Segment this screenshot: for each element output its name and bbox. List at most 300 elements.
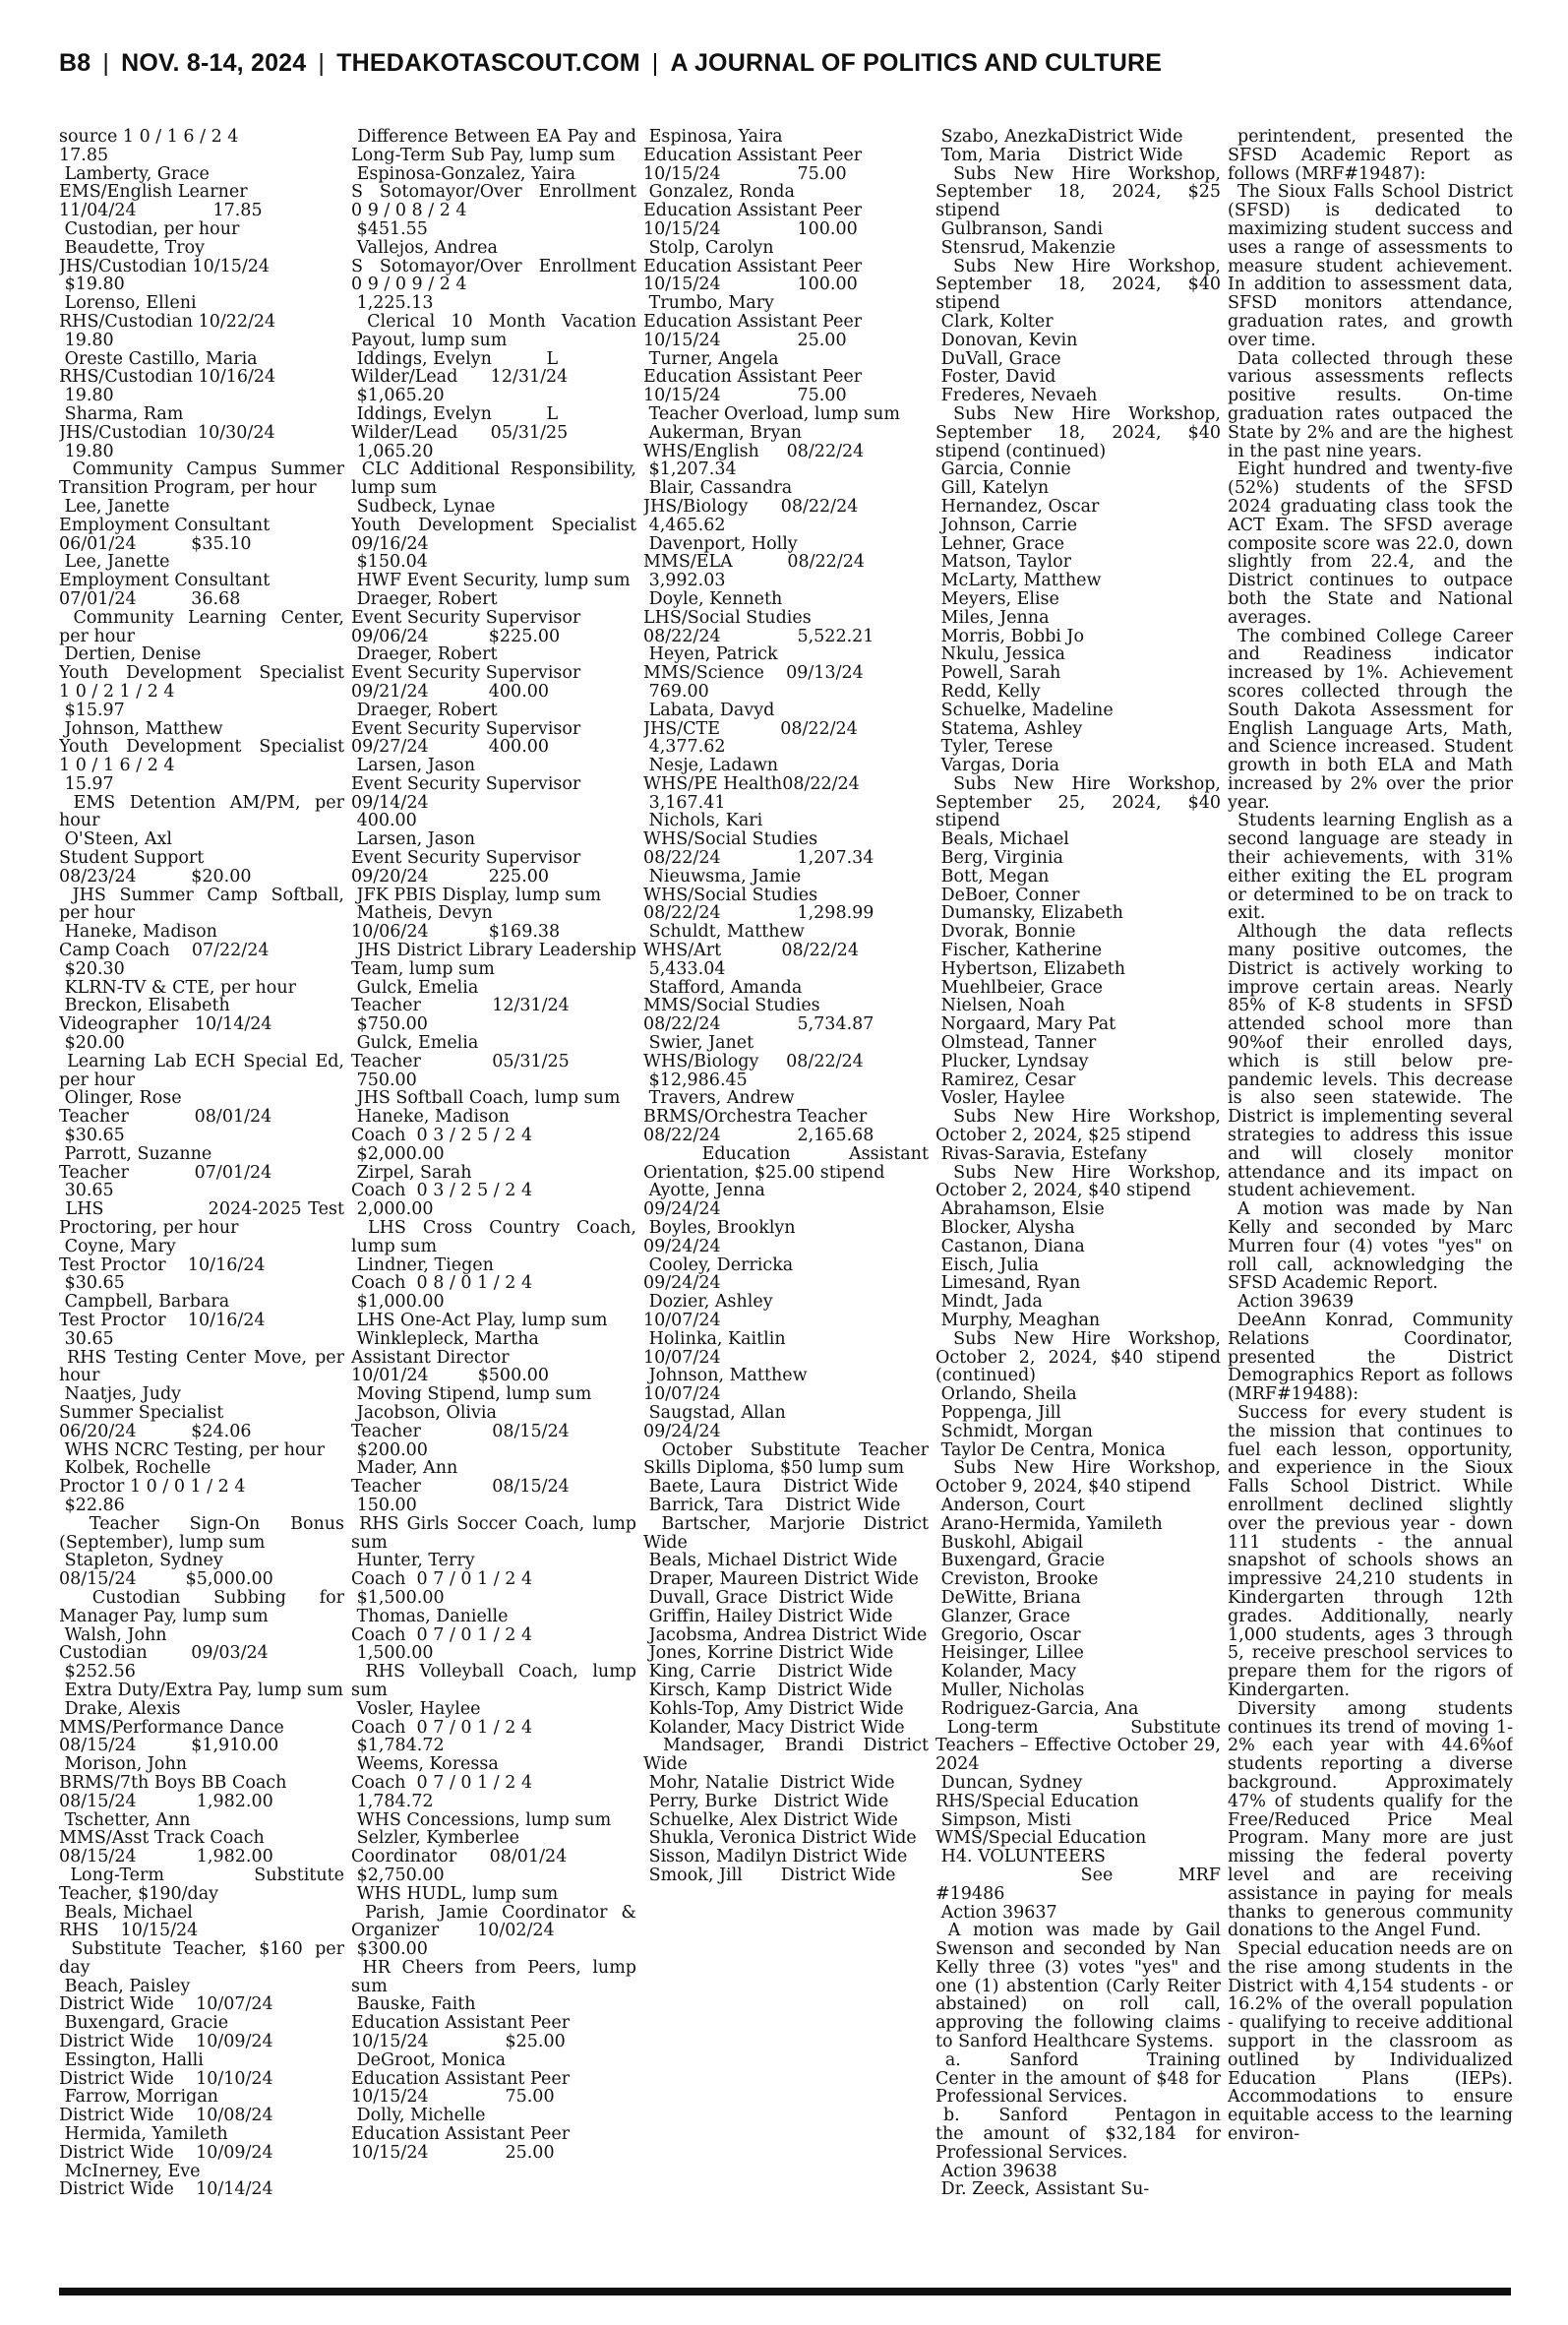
text-paragraph: Schuelke, Alex District Wide bbox=[643, 1809, 898, 1830]
text-paragraph: JHS/CTE 08/22/24 bbox=[643, 718, 858, 739]
text-paragraph: $750.00 bbox=[351, 1014, 428, 1035]
text-paragraph: $20.30 bbox=[59, 958, 125, 979]
text-paragraph: BRMS/7th Boys BB Coach bbox=[59, 1772, 287, 1793]
text-paragraph: Beals, Michael bbox=[59, 1902, 193, 1923]
text-paragraph: 08/15/24 1,982.00 bbox=[59, 1791, 273, 1811]
text-paragraph: $200.00 bbox=[351, 1439, 428, 1460]
text-paragraph: JHS/Biology 08/22/24 bbox=[643, 496, 859, 517]
text-paragraph: 06/01/24 $35.10 bbox=[59, 533, 252, 554]
text-paragraph: Iddings, Evelyn L bbox=[351, 403, 559, 424]
text-paragraph: 19.80 bbox=[59, 330, 114, 350]
text-paragraph: Teacher Sign-On Bonus (September), lump sum bbox=[59, 1513, 344, 1553]
text-paragraph: Haneke, Madison bbox=[59, 922, 217, 943]
text-paragraph: $15.97 bbox=[59, 700, 125, 720]
text-paragraph: 10/07/24 bbox=[643, 1384, 721, 1405]
text-paragraph: $1,065.20 bbox=[351, 386, 445, 406]
text-paragraph: 19.80 bbox=[59, 386, 114, 406]
text-paragraph: Zirpel, Sarah bbox=[351, 1162, 472, 1183]
text-paragraph: Schuelke, Madeline bbox=[935, 700, 1114, 720]
text-paragraph: $300.00 bbox=[351, 1939, 428, 1960]
text-paragraph: Espinosa, Yaira bbox=[643, 128, 783, 147]
text-paragraph: 15.97 bbox=[59, 773, 114, 794]
text-paragraph: Muller, Nicholas bbox=[935, 1680, 1085, 1700]
text-paragraph: Wilder/Lead 12/31/24 bbox=[351, 367, 569, 388]
text-paragraph: Draeger, Robert bbox=[351, 588, 498, 609]
text-paragraph: Teacher 08/15/24 bbox=[351, 1477, 570, 1498]
text-paragraph: Plucker, Lyndsay bbox=[935, 1051, 1089, 1071]
text-paragraph: Kirsch, Kamp District Wide bbox=[643, 1680, 893, 1700]
text-paragraph: Draeger, Robert bbox=[351, 644, 498, 665]
text-paragraph: 4,465.62 bbox=[643, 515, 726, 535]
text-paragraph: $1,000.00 bbox=[351, 1292, 445, 1313]
text-paragraph: $1,207.34 bbox=[643, 459, 737, 480]
column-5 bbox=[1228, 128, 1513, 2281]
text-paragraph: Simpson, Misti bbox=[935, 1809, 1071, 1830]
text-paragraph: Castanon, Diana bbox=[935, 1236, 1085, 1256]
text-paragraph: DeeAnn Konrad, Community Relations Coordinator, presented the District Demographics Report as follows (MRF#19488): bbox=[1228, 1311, 1513, 1405]
text-paragraph: Breckon, Elisabeth bbox=[59, 996, 230, 1016]
text-paragraph: 150.00 bbox=[351, 1495, 417, 1515]
text-paragraph: 11/04/24 17.85 bbox=[59, 201, 263, 221]
text-paragraph: RHS Girls Soccer Coach, lump sum bbox=[351, 1513, 636, 1553]
text-paragraph: RHS/Custodian 10/22/24 bbox=[59, 311, 276, 332]
text-paragraph: 30.65 bbox=[59, 1328, 114, 1349]
text-paragraph: DeGroot, Monica bbox=[351, 2050, 507, 2070]
text-paragraph: Nesje, Ladawn bbox=[643, 756, 779, 776]
text-paragraph: $2,750.00 bbox=[351, 1865, 445, 1885]
text-paragraph: Morison, John bbox=[59, 1754, 188, 1775]
text-paragraph: Event Security Supervisor bbox=[351, 848, 581, 869]
text-paragraph: Videographer 10/14/24 bbox=[59, 1014, 272, 1035]
text-paragraph: Dertien, Denise bbox=[59, 644, 202, 665]
text-paragraph: King, Carrie District Wide bbox=[643, 1662, 893, 1683]
text-paragraph: Education Assistant Peer bbox=[643, 311, 863, 332]
text-paragraph: Subs New Hire Workshop, September 25, 2024, $40 stipend bbox=[935, 773, 1221, 831]
text-paragraph: Poppenga, Jill bbox=[935, 1402, 1061, 1423]
text-paragraph: Hunter, Terry bbox=[351, 1551, 475, 1571]
text-paragraph: Subs New Hire Workshop, September 18, 2024, $40 stipend (continued) bbox=[935, 403, 1221, 461]
text-paragraph: Foster, David bbox=[935, 367, 1056, 388]
text-paragraph: Long-Term Substitute Teacher, $190/day bbox=[59, 1865, 344, 1904]
text-paragraph: Beals, Michael District Wide bbox=[643, 1551, 898, 1571]
text-paragraph: Lee, Janette bbox=[59, 496, 170, 517]
text-paragraph: JHS Softball Coach, lump sum bbox=[351, 1088, 621, 1109]
text-paragraph: Education Assistant Peer bbox=[643, 367, 863, 388]
text-paragraph: Education Assistant Peer bbox=[351, 2013, 571, 2034]
text-paragraph: 750.00 bbox=[351, 1070, 417, 1090]
text-paragraph: Test Proctor 10/16/24 bbox=[59, 1254, 266, 1275]
text-paragraph: 09/06/24 $225.00 bbox=[351, 626, 561, 646]
text-paragraph: Youth Development Specialist 1 0 / 1 6 / 2 4 bbox=[59, 737, 344, 776]
text-paragraph: WMS/Special Education bbox=[935, 1828, 1147, 1849]
text-paragraph: Difference Between EA Pay and Long-Term Sub Pay, lump sum bbox=[351, 128, 636, 165]
text-paragraph: 5,433.04 bbox=[643, 958, 726, 979]
text-paragraph: Walsh, John bbox=[59, 1624, 167, 1645]
text-paragraph: MMS/Asst Track Coach bbox=[59, 1828, 265, 1849]
text-paragraph: EMS Detention AM/PM, per hour bbox=[59, 792, 344, 831]
text-paragraph: JHS/Custodian 10/15/24 bbox=[59, 256, 271, 276]
text-paragraph: 09/24/24 bbox=[643, 1421, 721, 1441]
text-paragraph: Teacher 12/31/24 bbox=[351, 996, 570, 1016]
text-paragraph: 09/24/24 bbox=[643, 1273, 721, 1294]
text-paragraph: Assistant Director bbox=[351, 1347, 510, 1368]
text-paragraph: 08/22/24 1,298.99 bbox=[643, 903, 874, 924]
text-paragraph: Buskohl, Abigail bbox=[935, 1532, 1084, 1553]
text-paragraph: Action 39639 bbox=[1237, 1292, 1355, 1313]
text-paragraph: WHS/PE Health08/22/24 bbox=[643, 773, 860, 794]
text-paragraph: Lehner, Grace bbox=[935, 533, 1064, 554]
text-paragraph: A motion was made by Gail Swenson and seconded by Nan Kelly three (3) votes "yes" and one (1) abstention (Carly Reiter abstained) on roll call, approving the following claims to Sanford Healthcare Systems. bbox=[935, 1921, 1221, 2052]
text-paragraph: Hermida, Yamileth bbox=[59, 2124, 228, 2145]
text-paragraph: Coach 0 7 / 0 1 / 2 4 bbox=[351, 1569, 533, 1590]
text-paragraph: JHS District Library Leadership Team, lump sum bbox=[351, 941, 636, 979]
text-paragraph: Norgaard, Mary Pat bbox=[935, 1014, 1116, 1035]
text-paragraph: McInerney, Eve bbox=[59, 2161, 201, 2181]
text-paragraph: See MRF #19486 bbox=[935, 1865, 1221, 1904]
text-paragraph: Espinosa-Gonzalez, Yaira bbox=[351, 163, 576, 184]
text-paragraph: Coach 0 8 / 0 1 / 2 4 bbox=[351, 1273, 533, 1294]
text-paragraph: Sharma, Ram bbox=[59, 403, 184, 424]
text-paragraph: 10/01/24 $500.00 bbox=[351, 1366, 550, 1386]
text-paragraph: 09/24/24 bbox=[643, 1236, 721, 1256]
text-paragraph: Employment Consultant bbox=[59, 571, 271, 591]
text-paragraph: Coach 0 7 / 0 1 / 2 4 bbox=[351, 1717, 533, 1738]
text-paragraph: 10/07/24 bbox=[643, 1347, 721, 1368]
text-paragraph: Farrow, Morrigan bbox=[59, 2087, 218, 2108]
text-paragraph: Coach 0 7 / 0 1 / 2 4 bbox=[351, 1624, 533, 1645]
bottom-rule bbox=[59, 2288, 1511, 2295]
text-paragraph: Action 39638 bbox=[935, 2161, 1057, 2181]
text-paragraph: Duncan, Sydney bbox=[935, 1772, 1083, 1793]
text-paragraph: 400.00 bbox=[351, 811, 417, 831]
text-paragraph: Turner, Angela bbox=[643, 348, 779, 369]
text-paragraph: Vosler, Haylee bbox=[351, 1698, 481, 1719]
text-paragraph: Although the data reflects many positive outcomes, the District is actively working to improve certain areas. Nearly 85% of K-8 students in SFSD attended school more than 90%of their enrolled days, which is still below pre-pandemic levels. This decrease is also seen statewide. The District is implementing several strategies to address this issue and will closely monitor attendance and its impact on student achievement. bbox=[1228, 922, 1513, 1201]
text-paragraph: Weems, Koressa bbox=[351, 1754, 499, 1775]
text-paragraph: 09/24/24 bbox=[643, 1199, 721, 1220]
text-paragraph: Clerical 10 Month Vacation Payout, lump sum bbox=[351, 311, 636, 350]
column-4 bbox=[935, 128, 1221, 2281]
text-paragraph: Coordinator 08/01/24 bbox=[351, 1847, 568, 1867]
text-paragraph: WHS/Social Studies bbox=[643, 885, 818, 905]
text-paragraph: Schmidt, Morgan bbox=[935, 1421, 1093, 1441]
text-paragraph: $12,986.45 bbox=[643, 1070, 748, 1090]
text-paragraph: Education Assistant Peer bbox=[351, 2124, 571, 2145]
text-paragraph: WHS Concessions, lump sum bbox=[351, 1809, 612, 1830]
text-paragraph: CLC Additional Responsibility, lump sum bbox=[351, 459, 636, 499]
text-paragraph: Baete, Laura District Wide bbox=[643, 1477, 898, 1498]
text-paragraph: Moving Stipend, lump sum bbox=[351, 1384, 592, 1405]
text-paragraph: DuVall, Grace bbox=[935, 348, 1061, 369]
text-paragraph: Gill, Katelyn bbox=[935, 478, 1050, 499]
text-paragraph: Aukerman, Bryan bbox=[643, 422, 803, 443]
text-paragraph: $19.80 bbox=[59, 275, 125, 295]
text-paragraph: 10/15/24 100.00 bbox=[643, 218, 858, 239]
text-paragraph: District Wide 10/08/24 bbox=[59, 2106, 273, 2126]
text-paragraph: Custodian 09/03/24 bbox=[59, 1643, 269, 1664]
text-paragraph: District Wide 10/10/24 bbox=[59, 2068, 273, 2089]
text-paragraph: Ayotte, Jenna bbox=[643, 1181, 765, 1201]
text-paragraph: Teacher 08/01/24 bbox=[59, 1107, 272, 1128]
text-paragraph: 08/15/24 1,982.00 bbox=[59, 1847, 273, 1867]
text-paragraph: source 1 0 / 1 6 / 2 4 bbox=[59, 128, 239, 147]
text-paragraph: LHS One-Act Play, lump sum bbox=[351, 1311, 608, 1330]
text-paragraph: The combined College Career and Readiness indicator increased by 1%. Achievement scores collected through the South Dakota Assessment for English Language Arts, Math, and Science increased. Student growth in both ELA and Math increased by 2% over the prior year. bbox=[1228, 626, 1513, 813]
text-paragraph: Vargas, Doria bbox=[935, 756, 1060, 776]
text-paragraph: Swier, Janet bbox=[643, 1033, 754, 1054]
text-paragraph: KLRN-TV & CTE, per hour bbox=[59, 977, 296, 998]
text-paragraph: Garcia, Connie bbox=[935, 459, 1071, 480]
text-paragraph: Abrahamson, Elsie bbox=[935, 1199, 1105, 1220]
text-paragraph: LHS Cross Country Coach, lump sum bbox=[351, 1218, 636, 1256]
text-paragraph: Stensrud, Makenzie bbox=[935, 237, 1116, 258]
text-paragraph: HWF Event Security, lump sum bbox=[351, 571, 631, 591]
text-paragraph: Sisson, Madilyn District Wide bbox=[643, 1847, 908, 1867]
text-paragraph: Larsen, Jason bbox=[351, 756, 475, 776]
text-paragraph: 09/20/24 225.00 bbox=[351, 866, 550, 887]
text-paragraph: Shukla, Veronica District Wide bbox=[643, 1828, 917, 1849]
text-paragraph: RHS 10/15/24 bbox=[59, 1921, 199, 1941]
text-paragraph: Extra Duty/Extra Pay, lump sum bbox=[59, 1680, 343, 1700]
column-3 bbox=[643, 128, 929, 2281]
text-paragraph: Nieuwsma, Jamie bbox=[643, 866, 802, 887]
text-paragraph: 30.65 bbox=[59, 1181, 114, 1201]
text-paragraph: Mohr, Natalie District Wide bbox=[643, 1772, 895, 1793]
text-paragraph: Teacher 08/15/24 bbox=[351, 1421, 570, 1441]
text-paragraph: 08/22/24 5,734.87 bbox=[643, 1014, 874, 1035]
text-paragraph: Taylor De Centra, Monica bbox=[935, 1439, 1166, 1460]
text-paragraph: Bott, Megan bbox=[935, 866, 1050, 887]
text-paragraph: JHS Summer Camp Softball, per hour bbox=[59, 885, 344, 924]
text-paragraph: Custodian Subbing for Manager Pay, lump sum bbox=[59, 1587, 344, 1626]
text-paragraph: Heyen, Patrick bbox=[643, 644, 778, 665]
text-paragraph: Berg, Virginia bbox=[935, 848, 1063, 869]
text-paragraph: Sudbeck, Lynae bbox=[351, 496, 496, 517]
text-paragraph: Community Campus Summer Transition Program, per hour bbox=[59, 459, 344, 499]
text-paragraph: Naatjes, Judy bbox=[59, 1384, 182, 1405]
text-paragraph: JHS/Custodian 10/30/24 bbox=[59, 422, 275, 443]
text-paragraph: Draeger, Robert bbox=[351, 700, 498, 720]
text-paragraph: Coach 0 7 / 0 1 / 2 4 bbox=[351, 1772, 533, 1793]
text-paragraph: WHS HUDL, lump sum bbox=[351, 1883, 559, 1904]
text-paragraph: b. Sanford Pentagon in the amount of $32,184 for Professional Services. bbox=[935, 2106, 1221, 2163]
text-paragraph: District Wide 10/09/24 bbox=[59, 2142, 273, 2163]
text-paragraph: 09/27/24 400.00 bbox=[351, 737, 550, 758]
text-paragraph: Doyle, Kenneth bbox=[643, 588, 783, 609]
text-paragraph: A motion was made by Nan Kelly and seconded by Marc Murren four (4) votes "yes" on roll call, acknowledging the SFSD Academic Report. bbox=[1228, 1199, 1513, 1294]
text-paragraph: 06/20/24 $24.06 bbox=[59, 1421, 252, 1441]
text-paragraph: Lindner, Tiegen bbox=[351, 1254, 494, 1275]
text-paragraph: Creviston, Brooke bbox=[935, 1569, 1099, 1590]
text-paragraph: HR Cheers from Peers, lump sum bbox=[351, 1957, 636, 1996]
site-name: THEDAKOTASCOUT.COM bbox=[336, 48, 640, 77]
text-paragraph: EMS/English Learner bbox=[59, 182, 248, 203]
text-paragraph: Powell, Sarah bbox=[935, 663, 1061, 684]
text-paragraph: Tyler, Terese bbox=[935, 737, 1054, 758]
text-paragraph: Nielsen, Noah bbox=[935, 996, 1065, 1016]
text-paragraph: Perry, Burke District Wide bbox=[643, 1791, 889, 1811]
text-paragraph: Duvall, Grace District Wide bbox=[643, 1587, 894, 1608]
text-paragraph: WHS/English 08/22/24 bbox=[643, 441, 865, 461]
text-paragraph: LHS 2024-2025 Test Proctoring, per hour bbox=[59, 1199, 344, 1239]
text-paragraph: 10/15/24 $25.00 bbox=[351, 2032, 566, 2052]
text-paragraph: The Sioux Falls School District (SFSD) is dedicated to maximizing student success and uses a range of assessments to measure student achievement. In addition to assessment data, SFSD monitors attendance, graduation rates, and growth over time. bbox=[1228, 182, 1513, 350]
text-paragraph: Arano-Hermida, Yamileth bbox=[935, 1513, 1163, 1534]
text-paragraph: DeBoer, Conner bbox=[935, 885, 1080, 905]
text-paragraph: Boyles, Brooklyn bbox=[643, 1218, 796, 1239]
text-paragraph: Gulbranson, Sandi bbox=[935, 218, 1104, 239]
text-paragraph: Hybertson, Elizabeth bbox=[935, 958, 1126, 979]
text-paragraph: Labata, Davyd bbox=[643, 700, 775, 720]
text-paragraph: Tschetter, Ann bbox=[59, 1809, 191, 1830]
text-paragraph: Holinka, Kaitlin bbox=[643, 1328, 786, 1349]
text-paragraph: 1,225.13 bbox=[351, 293, 434, 314]
text-paragraph: JFK PBIS Display, lump sum bbox=[351, 885, 602, 905]
text-paragraph: Dozier, Ashley bbox=[643, 1292, 773, 1313]
text-paragraph: Cooley, Derricka bbox=[643, 1254, 794, 1275]
text-paragraph: Muehlbeier, Grace bbox=[935, 977, 1104, 998]
text-paragraph: Buxengard, Gracie bbox=[59, 2013, 229, 2034]
text-paragraph: Lee, Janette bbox=[59, 552, 170, 573]
text-paragraph: Olinger, Rose bbox=[59, 1088, 182, 1109]
text-paragraph: 4,377.62 bbox=[643, 737, 726, 758]
article-columns bbox=[59, 128, 1511, 2281]
text-paragraph: Subs New Hire Workshop, September 18, 2024, $40 stipend bbox=[935, 256, 1221, 314]
text-paragraph: Trumbo, Mary bbox=[643, 293, 774, 314]
text-paragraph: Student Support bbox=[59, 848, 205, 869]
text-paragraph: Beach, Paisley bbox=[59, 1976, 191, 1996]
text-paragraph: Jacobson, Olivia bbox=[351, 1402, 497, 1423]
text-paragraph: 1,784.72 bbox=[351, 1791, 434, 1811]
text-paragraph: Griffin, Hailey District Wide bbox=[643, 1606, 893, 1626]
text-paragraph: Bauske, Faith bbox=[351, 1994, 476, 2015]
text-paragraph: 769.00 bbox=[643, 681, 709, 702]
text-paragraph: Mindt, Jada bbox=[935, 1292, 1043, 1313]
text-paragraph: $30.65 bbox=[59, 1126, 125, 1146]
masthead-divider: | bbox=[318, 48, 326, 77]
text-paragraph: Gonzalez, Ronda bbox=[643, 182, 795, 203]
text-paragraph: $451.55 bbox=[351, 218, 428, 239]
text-paragraph: 10/15/24 75.00 bbox=[643, 386, 847, 406]
text-paragraph: Lamberty, Grace bbox=[59, 163, 210, 184]
text-paragraph: Thomas, Danielle bbox=[351, 1606, 509, 1626]
column-1 bbox=[59, 128, 344, 2281]
text-paragraph: Dvorak, Bonnie bbox=[935, 922, 1076, 943]
text-paragraph: Subs New Hire Workshop, October 9, 2024, $40 stipend bbox=[935, 1458, 1221, 1498]
text-paragraph: 08/15/24 $1,910.00 bbox=[59, 1736, 279, 1756]
text-paragraph: Saugstad, Allan bbox=[643, 1402, 786, 1423]
text-paragraph: WHS/Biology 08/22/24 bbox=[643, 1051, 864, 1071]
text-paragraph: Meyers, Elise bbox=[935, 588, 1059, 609]
text-paragraph: 08/23/24 $20.00 bbox=[59, 866, 252, 887]
text-paragraph: 10/15/24 25.00 bbox=[351, 2142, 555, 2163]
text-paragraph: Campbell, Barbara bbox=[59, 1292, 230, 1313]
text-paragraph: Schuldt, Matthew bbox=[643, 922, 805, 943]
text-paragraph: H4. VOLUNTEERS bbox=[935, 1847, 1106, 1867]
text-paragraph: 09/14/24 bbox=[351, 792, 429, 813]
page-number: B8 bbox=[59, 48, 91, 77]
text-paragraph: BRMS/Orchestra Teacher bbox=[643, 1107, 868, 1128]
text-paragraph: Essington, Halli bbox=[59, 2050, 204, 2070]
text-paragraph: Long-term Substitute Teachers – Effective October 29, 2024 bbox=[935, 1717, 1221, 1775]
text-paragraph: $2,000.00 bbox=[351, 1143, 445, 1164]
text-paragraph: RHS/Special Education bbox=[935, 1791, 1139, 1811]
text-paragraph: 19.80 bbox=[59, 441, 114, 461]
text-paragraph: Kolander, Macy District Wide bbox=[643, 1717, 905, 1738]
text-paragraph: 10/15/24 100.00 bbox=[643, 275, 858, 295]
text-paragraph: Davenport, Holly bbox=[643, 533, 798, 554]
text-paragraph: Teacher 05/31/25 bbox=[351, 1051, 570, 1071]
text-paragraph: perintendent, presented the SFSD Academic Report as follows (MRF#19487): bbox=[1228, 128, 1513, 184]
text-paragraph: Drake, Alexis bbox=[59, 1698, 181, 1719]
text-paragraph: Subs New Hire Workshop, September 18, 2024, $25 stipend bbox=[935, 163, 1221, 221]
text-paragraph: Students learning English as a second language are steady in their achievements, with 31% either exiting the EL program or determined to be on track to exit. bbox=[1228, 811, 1513, 924]
text-paragraph: a. Sanford Training Center in the amount of $48 for Professional Services. bbox=[935, 2050, 1221, 2108]
text-paragraph: 09/21/24 400.00 bbox=[351, 681, 550, 702]
text-paragraph: $150.04 bbox=[351, 552, 428, 573]
text-paragraph: Limesand, Ryan bbox=[935, 1273, 1081, 1294]
text-paragraph: Stapleton, Sydney bbox=[59, 1551, 223, 1571]
text-paragraph: Coach 0 3 / 2 5 / 2 4 bbox=[351, 1126, 533, 1146]
text-paragraph: Eight hundred and twenty-five (52%) students of the SFSD 2024 graduating class took the ACT Exam. The SFSD average composite score was 22.0, down slightly from 22.4, and the District continues to outpace both the State and National averages. bbox=[1228, 459, 1513, 628]
text-paragraph: Kolbek, Rochelle bbox=[59, 1458, 211, 1479]
text-paragraph: Dolly, Michelle bbox=[351, 2106, 486, 2126]
text-paragraph: Stafford, Amanda bbox=[643, 977, 803, 998]
text-paragraph: Event Security Supervisor bbox=[351, 718, 581, 739]
text-paragraph: Rodriguez-Garcia, Ana bbox=[935, 1698, 1139, 1719]
text-paragraph: Clark, Kolter bbox=[935, 311, 1054, 332]
text-paragraph: District Wide 10/07/24 bbox=[59, 1994, 273, 2015]
text-paragraph: Matson, Taylor bbox=[935, 552, 1072, 573]
text-paragraph: Learning Lab ECH Special Ed, per hour bbox=[59, 1051, 344, 1090]
text-paragraph: Subs New Hire Workshop, October 2, 2024, $40 stipend bbox=[935, 1162, 1221, 1201]
text-paragraph: Substitute Teacher, $160 per day bbox=[59, 1939, 344, 1978]
issue-date: NOV. 8-14, 2024 bbox=[121, 48, 307, 77]
text-paragraph: RHS/Custodian 10/16/24 bbox=[59, 367, 276, 388]
text-paragraph: $22.86 bbox=[59, 1495, 125, 1515]
text-paragraph: $20.00 bbox=[59, 1033, 125, 1054]
text-paragraph: Data collected through these various assessments reflects positive results. On-time graduation rates outpaced the State by 2% and are the highest in the past nine years. bbox=[1228, 348, 1513, 461]
text-paragraph: Smook, Jill District Wide bbox=[643, 1865, 896, 1885]
text-paragraph: Mandsager, Brandi District Wide bbox=[643, 1736, 929, 1775]
text-paragraph: Miles, Jenna bbox=[935, 607, 1050, 628]
text-paragraph: Subs New Hire Workshop, October 2, 2024, $25 stipend bbox=[935, 1107, 1221, 1146]
text-paragraph: District Wide 10/14/24 bbox=[59, 2179, 273, 2200]
text-paragraph: Tom, Maria District Wide bbox=[935, 145, 1183, 165]
text-paragraph: DeWitte, Briana bbox=[935, 1587, 1081, 1608]
text-paragraph: Custodian, per hour bbox=[59, 218, 240, 239]
text-paragraph: Education Assistant Peer bbox=[643, 201, 863, 221]
text-paragraph: $252.56 bbox=[59, 1662, 136, 1683]
text-paragraph: 3,992.03 bbox=[643, 571, 726, 591]
text-paragraph: MMS/ELA 08/22/24 bbox=[643, 552, 865, 573]
text-paragraph: 3,167.41 bbox=[643, 792, 726, 813]
text-paragraph: Event Security Supervisor bbox=[351, 773, 581, 794]
text-paragraph: 17.85 bbox=[59, 145, 109, 165]
masthead bbox=[59, 43, 1535, 83]
text-paragraph: O'Steen, Axl bbox=[59, 829, 172, 850]
text-paragraph: Event Security Supervisor bbox=[351, 663, 581, 684]
text-paragraph: Dr. Zeeck, Assistant Su- bbox=[935, 2179, 1150, 2200]
text-paragraph: WHS/Art 08/22/24 bbox=[643, 941, 859, 961]
text-paragraph: 08/22/24 5,522.21 bbox=[643, 626, 874, 646]
text-paragraph: Diversity among students continues its trend of moving 1-2% each year with 44.6%of students reporting a diverse background. Approximately 47% of students qualify for the Free/Reduced Price Meal Program. Many more are just missing the federal poverty level and are receiving assistance in paying for meals thanks to generous community donations to the Angel Fund. bbox=[1228, 1698, 1513, 1941]
text-paragraph: 10/06/24 $169.38 bbox=[351, 922, 561, 943]
text-paragraph: Johnson, Matthew bbox=[643, 1366, 808, 1386]
text-paragraph: Coach 0 3 / 2 5 / 2 4 bbox=[351, 1181, 533, 1201]
text-paragraph: Selzler, Kymberlee bbox=[351, 1828, 519, 1849]
text-paragraph: Glanzer, Grace bbox=[935, 1606, 1070, 1626]
